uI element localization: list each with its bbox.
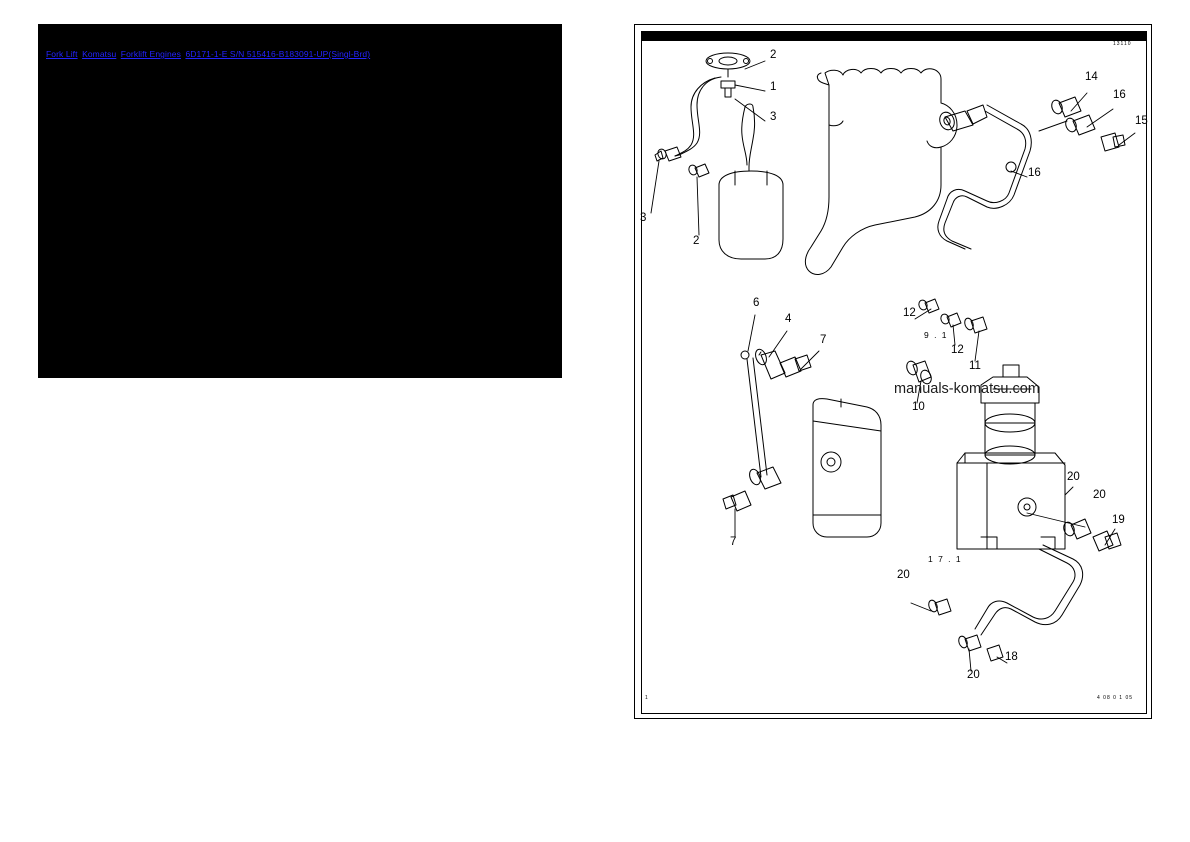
callout-15: 15 (1135, 115, 1148, 127)
watermark: manuals-komatsu.com (894, 381, 1040, 397)
diagram-artwork (635, 25, 1153, 720)
breadcrumb-item-forklift-engines[interactable]: Forklift Engines (120, 49, 181, 59)
callout-14: 14 (1085, 71, 1098, 83)
callout-1: 1 (770, 81, 777, 93)
callout-20-b: 20 (1093, 489, 1106, 501)
callout-16-upper: 16 (1113, 89, 1126, 101)
callout-3-left: 3 (640, 212, 647, 224)
diagram-bottom-left-mark: 1 (645, 695, 649, 701)
diagram-top-right-code: 13110 (1113, 41, 1132, 47)
callout-4: 4 (785, 313, 792, 325)
callout-19: 19 (1112, 514, 1125, 526)
breadcrumb-item-komatsu[interactable]: Komatsu (82, 49, 117, 59)
callout-2-top: 2 (770, 49, 777, 61)
callout-7-lower: 7 (730, 536, 737, 548)
callout-20-c: 20 (897, 569, 910, 581)
callout-18: 18 (1005, 651, 1018, 663)
parts-diagram-panel (634, 24, 1152, 719)
callout-10: 10 (912, 401, 925, 413)
callout-6: 6 (753, 297, 760, 309)
callout-12-lower: 12 (951, 344, 964, 356)
left-black-panel (38, 24, 562, 378)
callout-20-d: 20 (967, 669, 980, 681)
breadcrumb-item-model[interactable]: 6D171-1-E S/N 515416-B183091-UP(Singl-Brd) (185, 49, 371, 59)
breadcrumb-item-fork-lift[interactable]: Fork Lift (46, 49, 78, 59)
callout-20-a: 20 (1067, 471, 1080, 483)
diagram-title-code: 4 08 0 1 05 (1097, 695, 1134, 701)
callout-11: 11 (969, 360, 981, 372)
callout-16-mid: 16 (1028, 167, 1041, 179)
callout-12-upper: 12 (903, 307, 916, 319)
breadcrumb[interactable] (46, 49, 370, 59)
note-17-1: 1 7 . 1 (928, 554, 963, 564)
callout-2-left: 2 (693, 235, 700, 247)
callout-7-upper: 7 (820, 334, 827, 346)
callout-3-top: 3 (770, 111, 777, 123)
note-9-1: 9 . 1 (924, 330, 949, 340)
